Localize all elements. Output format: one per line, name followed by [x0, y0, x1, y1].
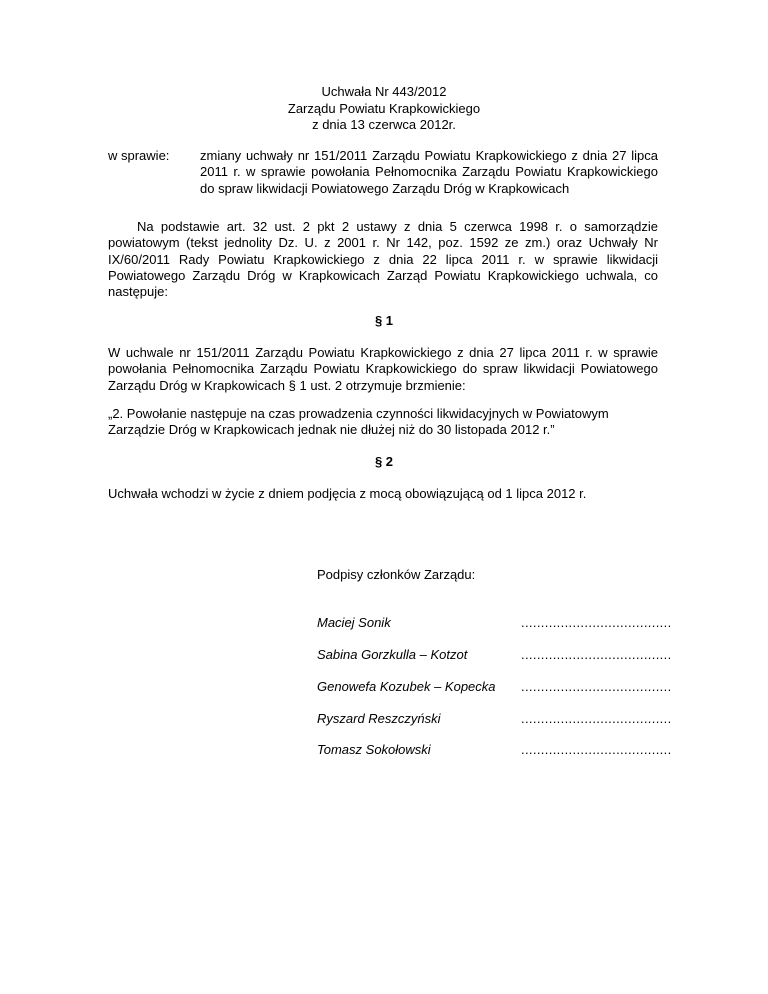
member-name: Tomasz Sokołowski [317, 742, 431, 757]
signature-row [317, 742, 672, 760]
resolution-number: Uchwała Nr 443/2012 [321, 84, 447, 99]
section-1-quote: „2. Powołanie następuje na czas prowadzenia czynności likwidacyjnych w Powiatowym Zarządzie Dróg w Krapkowicach jednak nie dłużej niż do 30 listopada 2012 r.” [108, 406, 609, 438]
signature-row [317, 615, 672, 633]
signature-line: ...................................... [521, 679, 672, 694]
member-name: Genowefa Kozubek – Kopecka [317, 679, 496, 694]
section-1-text: W uchwale nr 151/2011 Zarządu Powiatu Krapkowickiego z dnia 27 lipca 2011 r. w sprawie powołania Pełnomocnika Zarządu Powiatu Krapkowickiego do spraw likwidacji Powiatowego Zarządu Dróg w Krapkowicach § 1 ust. 2 otrzymuje brzmienie: [108, 345, 658, 393]
signature-line: ...................................... [521, 742, 672, 757]
signature-line: ...................................... [521, 647, 672, 662]
section-2-heading: § 2 [374, 454, 394, 469]
member-name: Maciej Sonik [317, 615, 391, 630]
member-name: Sabina Gorzkulla – Kotzot [317, 647, 468, 662]
signature-row [317, 647, 672, 665]
signature-line: ...................................... [521, 615, 672, 630]
signature-line: ...................................... [521, 711, 672, 726]
subject-label: w sprawie: [108, 148, 170, 163]
signatures-title: Podpisy członków Zarządu: [317, 567, 476, 582]
member-name: Ryszard Reszczyński [317, 711, 441, 726]
signature-row [317, 711, 672, 729]
section-2-text: Uchwała wchodzi w życie z dniem podjęcia z mocą obowiązującą od 1 lipca 2012 r. [108, 486, 587, 501]
resolution-header [0, 84, 768, 134]
subject-text: zmiany uchwały nr 151/2011 Zarządu Powiatu Krapkowickiego z dnia 27 lipca 2011 r. w sprawie powołania Pełnomocnika Zarządu Powiatu Krapkowickiego do spraw likwidacji Powiatowego Zarządu Dróg w Krapkowicach [200, 148, 658, 196]
preamble-paragraph: Na podstawie art. 32 ust. 2 pkt 2 ustawy z dnia 5 czerwca 1998 r. o samorządzie powiatowym (tekst jednolity Dz. U. z 2001 r. Nr 142, poz. 1592 ze zm.) oraz Uchwały Nr IX/60/2011 Rady Powiatu Krapkowickiego z dnia 22 lipca 2011 r. w sprawie likwidacji Powiatowego Zarządu Dróg w Krapkowicach Zarząd Powiatu Krapkowickiego uchwala, co następuje: [108, 219, 658, 300]
section-1-heading: § 1 [374, 313, 394, 328]
resolution-date: z dnia 13 czerwca 2012r. [312, 117, 456, 132]
issuing-body: Zarządu Powiatu Krapkowickiego [287, 100, 481, 116]
signature-row [317, 679, 672, 697]
